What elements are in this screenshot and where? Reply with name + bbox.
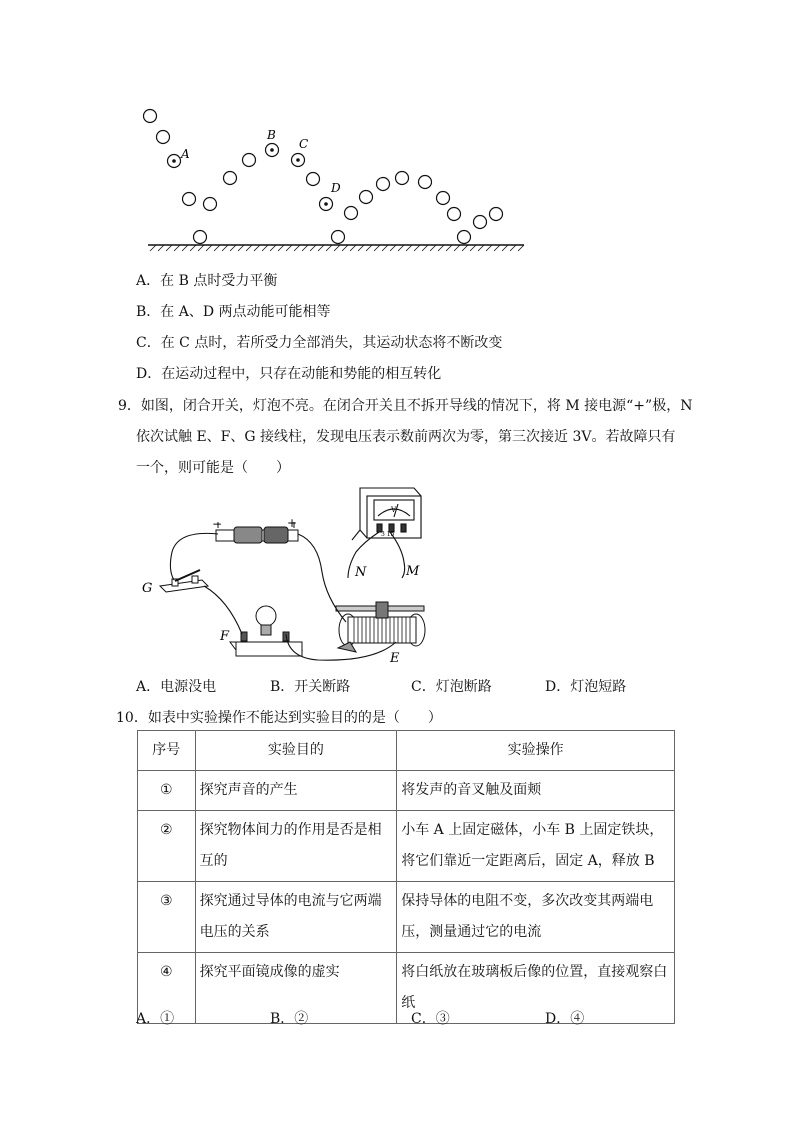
table-cell-operation: 将发声的音叉触及面颊 (397, 771, 675, 811)
q9-option-b[interactable] (270, 676, 350, 696)
table-cell-purpose: 探究通过导体的电流与它两端电压的关系 (195, 882, 397, 953)
experiment-table (137, 730, 675, 1024)
table-header-cell: 序号 (138, 731, 196, 771)
q10-option-c-letter: C． (411, 1011, 436, 1027)
q10-option-a-letter: A． (136, 1011, 161, 1027)
q9-option-c-text: 灯泡断路 (435, 679, 492, 695)
ball-trajectory-figure (130, 100, 540, 260)
voltmeter-terminal-labels: 3 15 (381, 531, 395, 538)
q10-option-b[interactable] (270, 1008, 308, 1028)
q8-option-b-text: 在 A、D 两点动能可能相等 (160, 304, 331, 320)
rheostat-e-label: E (390, 651, 400, 666)
trajectory-ball (224, 172, 237, 185)
q9-option-a-letter: A． (136, 679, 161, 695)
table-cell-no: ② (138, 811, 196, 882)
table-header-cell: 实验操作 (397, 731, 675, 771)
q9-number: 9． (118, 398, 141, 414)
table-cell-purpose: 探究平面镜成像的虚实 (195, 953, 397, 1024)
trajectory-ball (396, 172, 409, 185)
q8-option-b[interactable] (136, 301, 331, 321)
q8-option-d-letter: D． (136, 366, 162, 382)
q8-option-c-text: 在 C 点时，若所受力全部消失，其运动状态将不断改变 (160, 335, 503, 351)
circuit-figure (138, 482, 458, 670)
trajectory-ball (474, 216, 487, 229)
q10-option-b-text: ② (294, 1011, 309, 1027)
q9-option-c[interactable] (411, 676, 492, 696)
switch (160, 570, 208, 592)
table-cell-purpose: 探究声音的产生 (195, 771, 397, 811)
trajectory-ball (307, 173, 320, 186)
q10-option-a-text: ① (160, 1011, 175, 1027)
trajectory-ball (183, 193, 196, 206)
trajectory-ball (144, 110, 157, 123)
table-cell-operation: 保持导体的电阻不变，多次改变其两端电压，测量通过它的电流 (397, 882, 675, 953)
bulb-f-label: F (220, 629, 230, 644)
probe-n-label: N (355, 565, 367, 580)
battery-plus-label: + (287, 516, 298, 530)
q9-stem-line-1 (118, 395, 692, 415)
q9-option-d-text: 灯泡短路 (570, 679, 627, 695)
q10-number: 10． (116, 710, 148, 726)
trajectory-ball (437, 192, 450, 205)
q10-option-d[interactable] (545, 1008, 584, 1028)
q8-option-b-letter: B． (136, 304, 161, 320)
table-row (138, 882, 675, 953)
label-b: B (267, 128, 276, 142)
q10-option-d-letter: D． (545, 1011, 571, 1027)
trajectory-ball (157, 131, 170, 144)
trajectory-ball (332, 231, 345, 244)
q8-option-d-text: 在运动过程中，只存在动能和势能的相互转化 (161, 366, 442, 382)
table-cell-no: ① (138, 771, 196, 811)
table-row (138, 771, 675, 811)
table-cell-no: ④ (138, 953, 196, 1024)
q9-option-b-letter: B． (270, 679, 295, 695)
voltmeter-v-label: V (391, 506, 397, 514)
q10-option-b-letter: B． (270, 1011, 295, 1027)
rheostat (336, 602, 425, 652)
table-row (138, 953, 675, 1024)
battery-minus-label: − (212, 517, 223, 531)
switch-g-label: G (142, 581, 153, 596)
trajectory-ball (243, 154, 256, 167)
q10-option-c[interactable] (411, 1008, 450, 1028)
q8-option-c-letter: C． (136, 335, 161, 351)
trajectory-ball (377, 178, 390, 191)
table-cell-no: ③ (138, 882, 196, 953)
q8-option-c[interactable] (136, 332, 502, 352)
probe-m-label: M (406, 564, 420, 579)
table-cell-operation: 小车 A 上固定磁体，小车 B 上固定铁块，将它们靠近一定距离后，固定 A，释放 B (397, 811, 675, 882)
table-row (138, 811, 675, 882)
q10-stem-text: 如表中实验操作不能达到实验目的的是（ ） (147, 710, 442, 726)
q9-option-a[interactable] (136, 676, 216, 696)
table-header-cell: 实验目的 (195, 731, 397, 771)
q9-stem-line-2: 依次试触 E、F、G 接线柱，发现电压表示数前两次为零，第三次接近 3V。若故障只有 (136, 429, 676, 445)
label-d: D (331, 181, 341, 195)
q9-option-d-letter: D． (545, 679, 571, 695)
q10-option-a[interactable] (136, 1008, 174, 1028)
q9-line-1: 如图，闭合开关，灯泡不亮。在闭合开关且不拆开导线的情况下，将 M 接电源“+”极，N (140, 398, 693, 414)
q10-stem (116, 707, 442, 727)
q9-option-c-letter: C． (411, 679, 436, 695)
table-cell-purpose: 探究物体间力的作用是否是相互的 (195, 811, 397, 882)
label-a: A (181, 147, 190, 161)
q8-option-a-letter: A． (136, 273, 161, 289)
trajectory-ball (204, 198, 217, 211)
trajectory-ball (194, 231, 207, 244)
trajectory-ball (458, 231, 471, 244)
trajectory-ball (490, 208, 503, 221)
q8-option-d[interactable] (136, 363, 441, 383)
trajectory-ball (448, 208, 461, 221)
q10-option-d-text: ④ (570, 1011, 585, 1027)
label-c: C (299, 137, 309, 151)
q9-stem-line-3: 一个，则可能是（ ） (136, 460, 290, 476)
q10-option-c-text: ③ (435, 1011, 450, 1027)
battery (216, 522, 298, 543)
trajectory-ball (419, 176, 432, 189)
q9-option-b-text: 开关断路 (294, 679, 351, 695)
trajectory-ball (360, 191, 373, 204)
trajectory-ball (345, 207, 358, 220)
table-header-row (138, 731, 675, 771)
table-cell-operation: 将白纸放在玻璃板后像的位置，直接观察白纸 (397, 953, 675, 1024)
q9-option-d[interactable] (545, 676, 626, 696)
q9-option-a-text: 电源没电 (160, 679, 217, 695)
q8-option-a[interactable] (136, 270, 277, 290)
q8-option-a-text: 在 B 点时受力平衡 (160, 273, 278, 289)
